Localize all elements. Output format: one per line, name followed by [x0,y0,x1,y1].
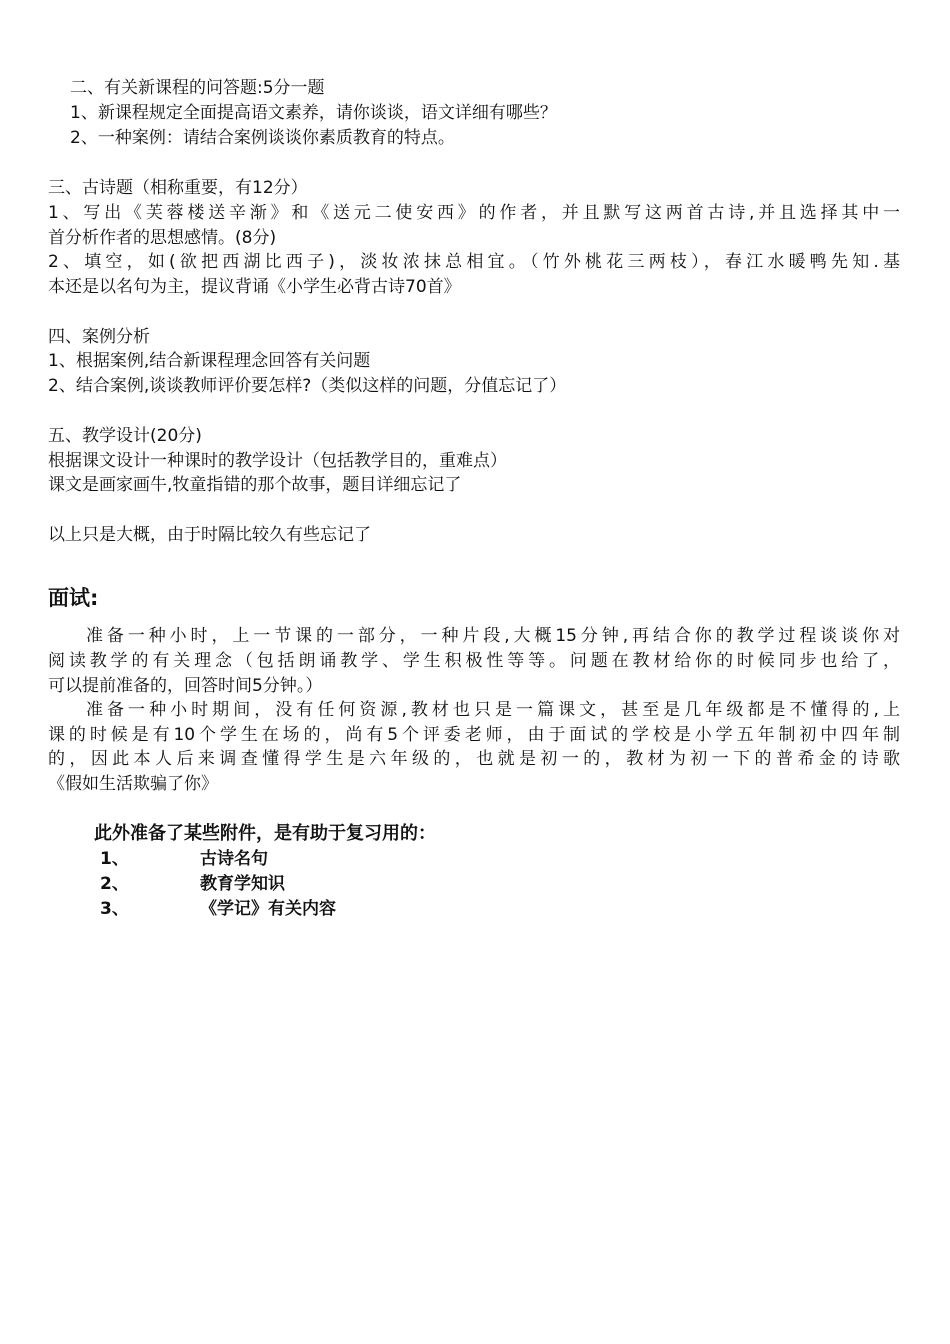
section2-question-1: 1、新课程规定全面提高语文素养，请你谈谈，语文详细有哪些？ [70,103,557,123]
interview-paragraph-2-line-2: 课的时候是有10个学生在场的，尚有5个评委老师，由于面试的学校是小学五年制初中四年制 [48,725,900,745]
attachment-number: 3、 [100,899,129,919]
interview-paragraph-2-line-1: 准备一种小时期间，没有任何资源,教材也只是一篇课文，甚至是几年级都是不懂得的,上 [86,700,900,720]
attachments-intro: 此外准备了某些附件，是有助于复习用的： [94,823,436,844]
interview-paragraph-2-line-4: 《假如生活欺骗了你》 [48,774,218,794]
section3-question-1-line-2: 首分析作者的思想感情。(8分) [48,228,277,248]
section5-line-1: 根据课文设计一种课时的教学设计（包括教学目的，重难点） [48,451,507,471]
section4-heading: 四、案例分析 [48,327,150,347]
interview-paragraph-1-line-3: 可以提前准备的，回答时间5分钟。） [48,676,323,696]
attachment-label: 《学记》有关内容 [200,899,336,919]
interview-heading: 面试: [48,586,99,610]
section2-heading: 二、有关新课程的问答题:5分一题 [70,78,325,98]
section5-line-2: 课文是画家画牛,牧童指错的那个故事，题目详细忘记了 [48,475,462,495]
attachment-label: 古诗名句 [200,849,268,869]
interview-paragraph-2-line-3: 的，因此本人后来调查懂得学生是六年级的，也就是初一的，教材为初一下的普希金的诗歌 [48,749,900,769]
attachment-number: 1、 [100,849,129,869]
section2-question-2: 2、一种案例：请结合案例谈谈你素质教育的特点。 [70,128,455,148]
attachment-number: 2、 [100,874,129,894]
section3-question-2-line-1: 2、填空，如(欲把西湖比西子)，淡妆浓抹总相宜。（竹外桃花三两枝），春江水暖鸭先知.基 [48,252,900,272]
section3-question-1-line-1: 1、写出《芙蓉楼送辛渐》和《送元二使安西》的作者，并且默写这两首古诗,并且选择其中一 [48,203,900,223]
interview-paragraph-1-line-1: 准备一种小时，上一节课的一部分，一种片段,大概15分钟,再结合你的教学过程谈谈你对 [86,626,900,646]
summary-note: 以上只是大概，由于时隔比较久有些忘记了 [48,525,371,545]
section4-question-2: 2、结合案例,谈谈教师评价要怎样?（类似这样的问题，分值忘记了） [48,376,567,396]
section3-heading: 三、古诗题（相称重要，有12分） [48,178,308,198]
section3-question-2-line-2: 本还是以名句为主，提议背诵《小学生必背古诗70首》 [48,277,461,297]
section5-heading: 五、教学设计(20分) [48,426,202,446]
attachment-label: 教育学知识 [200,874,285,894]
section4-question-1: 1、根据案例,结合新课程理念回答有关问题 [48,351,371,371]
interview-paragraph-1-line-2: 阅读教学的有关理念（包括朗诵教学、学生积极性等等。问题在教材给你的时候同步也给了， [48,651,900,671]
